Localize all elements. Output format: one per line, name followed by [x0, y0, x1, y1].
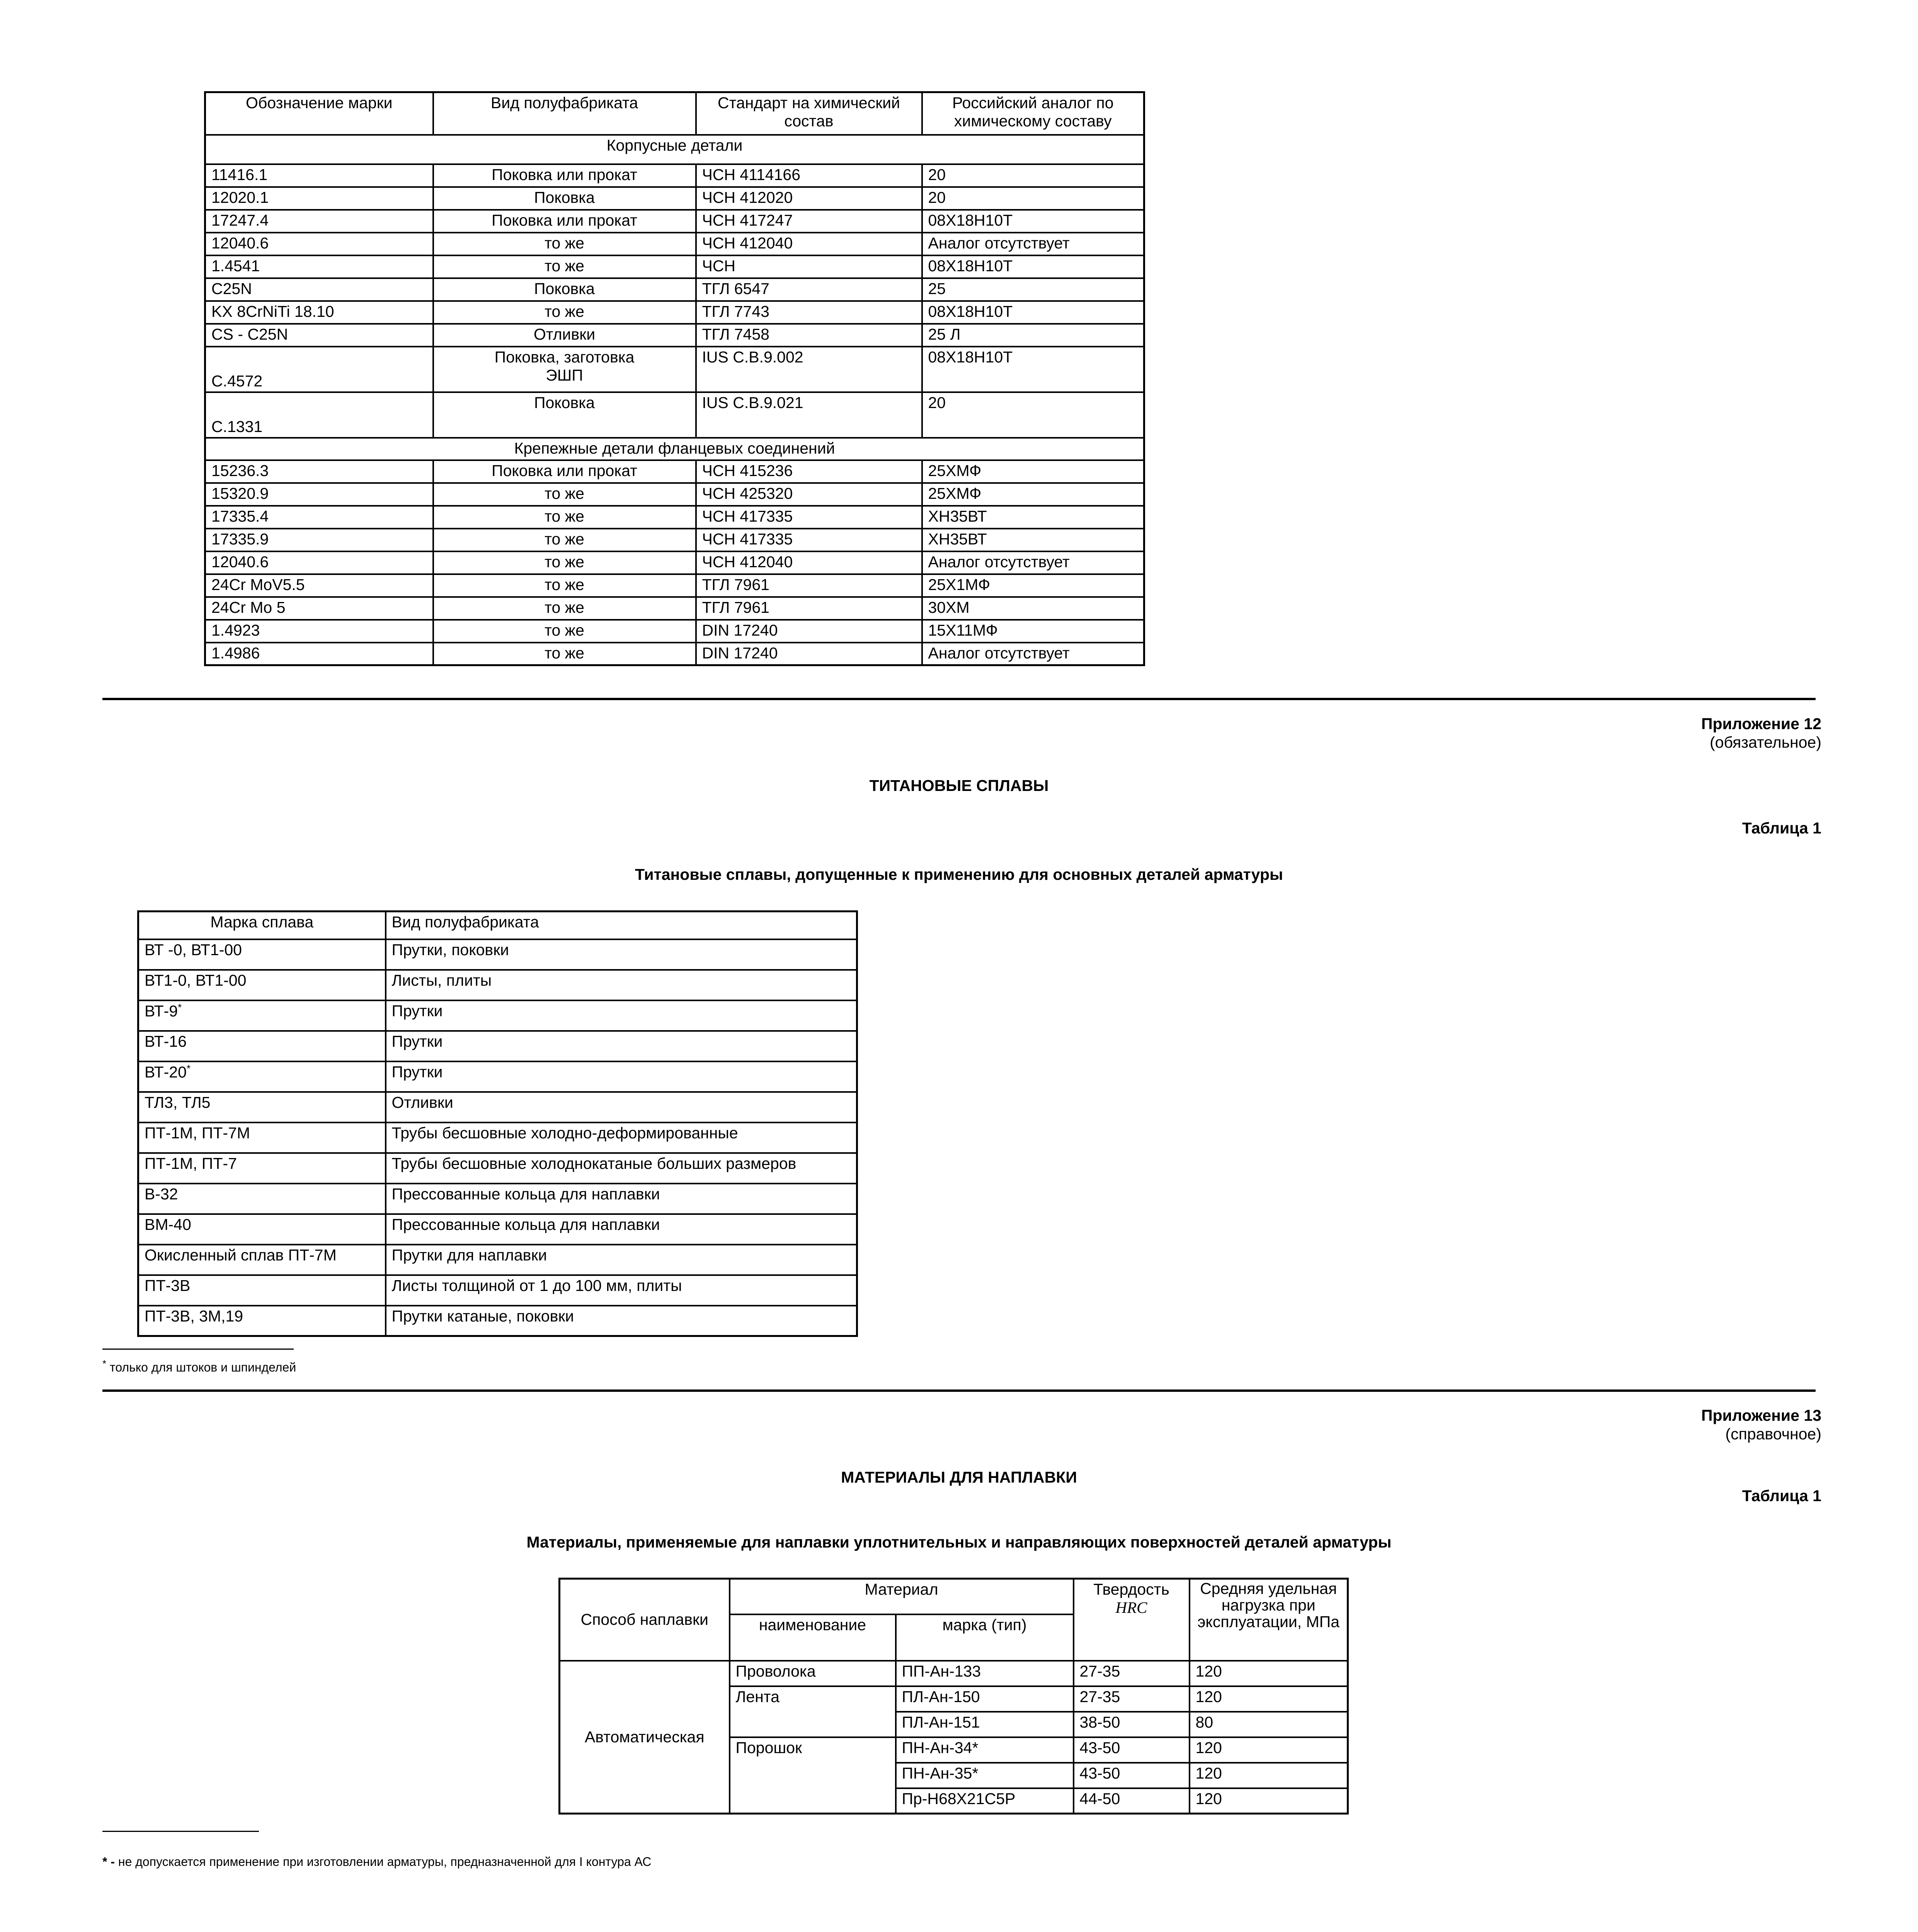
cell-mark: 17335.9	[205, 529, 433, 551]
cell-hardness: 43-50	[1074, 1737, 1190, 1763]
cell-standard: ТГЛ 7961	[696, 574, 922, 597]
table-row	[205, 551, 1144, 574]
table-row	[205, 529, 1144, 551]
table-row	[205, 620, 1144, 643]
cell-alloy	[138, 1306, 386, 1336]
cell-analog: 08Х18Н10Т	[922, 255, 1144, 278]
cell-alloy	[138, 1000, 386, 1031]
cell-analog: 20	[922, 164, 1144, 187]
cell-form: то же	[433, 255, 696, 278]
cell-standard: ЧСН 417247	[696, 210, 922, 233]
cell-mark: 12040.6	[205, 233, 433, 255]
cell-mark: 1.4986	[205, 643, 433, 665]
footnote-text: не допускается применение при изготовлении арматуры, предназначенной для I контура АС	[118, 1855, 652, 1869]
cell-load: 120	[1190, 1788, 1348, 1814]
cell-form: то же	[433, 643, 696, 665]
cell-analog: Аналог отсутствует	[922, 551, 1144, 574]
cell-analog: 25ХМФ	[922, 483, 1144, 506]
cell-form: Поковка или прокат	[433, 460, 696, 483]
cell-mark: 1.4541	[205, 255, 433, 278]
table-row	[205, 301, 1144, 324]
table-row	[138, 1122, 857, 1153]
table-row	[138, 1184, 857, 1214]
table-row	[205, 506, 1144, 529]
cell-hardness: 43-50	[1074, 1763, 1190, 1788]
cell-analog: 25	[922, 278, 1144, 301]
table-row	[138, 1153, 857, 1184]
header-standard: Стандарт на химический состав	[696, 92, 922, 135]
header-name: наименование	[730, 1614, 896, 1661]
cell-mark: C25N	[205, 278, 433, 301]
cell-hardness: 44-50	[1074, 1788, 1190, 1814]
cell-mark: CS - C25N	[205, 324, 433, 347]
alloy-name: ПТ-3В	[145, 1276, 191, 1294]
alloy-name: ВМ-40	[145, 1215, 191, 1233]
cell-analog: 25Х1МФ	[922, 574, 1144, 597]
cell-analog: 20	[922, 187, 1144, 210]
cell-analog: 08Х18Н10Т	[922, 301, 1144, 324]
table-row	[560, 1661, 1348, 1686]
table-header-row	[138, 912, 857, 939]
cell-hardness: 27-35	[1074, 1661, 1190, 1686]
cell-analog: ХН35ВТ	[922, 529, 1144, 551]
appendix12-title: Приложение 12	[1701, 715, 1821, 733]
table-row	[205, 164, 1144, 187]
cell-mark: C.1331	[205, 392, 433, 438]
cell-analog: 08Х18Н10Т	[922, 210, 1144, 233]
footnote-separator	[102, 1349, 294, 1350]
footnote-marker: *	[186, 1062, 191, 1074]
alloy-name: Окисленный сплав ПТ-7М	[145, 1246, 337, 1264]
cell-hardness: 38-50	[1074, 1712, 1190, 1737]
header-brand: марка (тип)	[896, 1614, 1074, 1661]
table-row	[205, 392, 1144, 438]
alloy-name: ПТ-1М, ПТ-7	[145, 1154, 237, 1172]
table-row	[138, 1306, 857, 1336]
divider-line	[102, 1389, 1816, 1392]
cell-form-line2: ЭШП	[546, 366, 583, 384]
header-load: Средняя удельная нагрузка при эксплуатации, МПа	[1190, 1579, 1348, 1661]
cell-form: то же	[433, 506, 696, 529]
alloy-name: В-32	[145, 1185, 178, 1203]
footnote-marker: *	[178, 1001, 182, 1013]
cell-standard: ЧСН 425320	[696, 483, 922, 506]
table-row	[138, 939, 857, 970]
cell-mark: KX 8CrNiTi 18.10	[205, 301, 433, 324]
header-mark: Обозначение марки	[205, 92, 433, 135]
cell-alloy	[138, 1275, 386, 1306]
cell-form: то же	[433, 233, 696, 255]
cell-form: Поковка или прокат	[433, 210, 696, 233]
header-hrc: HRC	[1115, 1599, 1147, 1617]
cell-alloy	[138, 1214, 386, 1245]
cell-mark: 11416.1	[205, 164, 433, 187]
table-row	[138, 1092, 857, 1122]
table-row	[205, 233, 1144, 255]
cell-standard: ТГЛ 7961	[696, 597, 922, 620]
footnote-separator	[102, 1831, 259, 1832]
cell-form: Прессованные кольца для наплавки	[386, 1214, 857, 1245]
alloy-name: ПТ-3В, 3М,19	[145, 1307, 243, 1325]
cell-form: Отливки	[433, 324, 696, 347]
section-body-parts: Корпусные детали	[205, 135, 1144, 164]
cell-form: Отливки	[386, 1092, 857, 1122]
cell-mark: 1.4923	[205, 620, 433, 643]
table-row	[205, 347, 1144, 392]
cell-analog: 15Х11МФ	[922, 620, 1144, 643]
cell-load: 80	[1190, 1712, 1348, 1737]
cell-form: Прутки, поковки	[386, 939, 857, 970]
cell-brand: Пр-Н68Х21С5Р	[896, 1788, 1074, 1814]
cell-standard: ТГЛ 7458	[696, 324, 922, 347]
cell-form: Трубы бесшовные холодно-деформированные	[386, 1122, 857, 1153]
table-row	[205, 460, 1144, 483]
cell-analog: Аналог отсутствует	[922, 233, 1144, 255]
cell-load: 120	[1190, 1763, 1348, 1788]
cell-form: Прутки катаные, поковки	[386, 1306, 857, 1336]
cell-alloy	[138, 939, 386, 970]
cell-standard: ЧСН 4114166	[696, 164, 922, 187]
appendix12-subtitle: (обязательное)	[1710, 733, 1821, 751]
cell-form: Прутки для наплавки	[386, 1245, 857, 1275]
cell-analog: 30ХМ	[922, 597, 1144, 620]
cell-form: то же	[433, 301, 696, 324]
cell-alloy	[138, 1153, 386, 1184]
table-row	[138, 970, 857, 1000]
header-method: Способ наплавки	[560, 1579, 730, 1661]
cell-form: Поковка	[433, 392, 696, 438]
cell-method: Автоматическая	[560, 1661, 730, 1814]
cell-alloy	[138, 1061, 386, 1092]
cell-mark: C.4572	[205, 347, 433, 392]
cell-standard: ЧСН 412040	[696, 551, 922, 574]
cell-standard: ЧСН 412040	[696, 233, 922, 255]
cell-form: Листы толщиной от 1 до 100 мм, плиты	[386, 1275, 857, 1306]
cell-mark: 17335.4	[205, 506, 433, 529]
footnote-star: *	[102, 1358, 107, 1369]
cell-form: Трубы бесшовные холоднокатаные больших размеров	[386, 1153, 857, 1184]
alloy-name: ВТ-20	[145, 1063, 187, 1081]
header-material: Материал	[730, 1579, 1074, 1614]
section-row	[205, 438, 1144, 460]
header-hardness	[1074, 1579, 1190, 1661]
cell-group: Лента	[730, 1686, 896, 1737]
cell-brand: ПН-Ан-34*	[896, 1737, 1074, 1763]
cell-standard: ЧСН 417335	[696, 529, 922, 551]
cell-mark: 17247.4	[205, 210, 433, 233]
cell-form	[433, 347, 696, 392]
appendix12-heading: ТИТАНОВЫЕ СПЛАВЫ	[869, 777, 1049, 794]
appendix13-table-title: Материалы, применяемые для наплавки уплотнительных и направляющих поверхностей деталей арматуры	[526, 1533, 1392, 1551]
alloy-name: ТЛ3, ТЛ5	[145, 1093, 211, 1111]
cell-standard: IUS C.B.9.002	[696, 347, 922, 392]
cell-standard: ЧСН 415236	[696, 460, 922, 483]
cell-form: Поковка	[433, 187, 696, 210]
header-form: Вид полуфабриката	[433, 92, 696, 135]
cell-alloy	[138, 1184, 386, 1214]
table-row	[205, 643, 1144, 665]
appendix13-table-label: Таблица 1	[1742, 1487, 1821, 1505]
cell-form: то же	[433, 574, 696, 597]
section-fasteners: Крепежные детали фланцевых соединений	[205, 438, 1144, 460]
cell-alloy	[138, 1122, 386, 1153]
titanium-table	[137, 910, 858, 1337]
cell-mark: 12040.6	[205, 551, 433, 574]
appendix12-table-title: Титановые сплавы, допущенные к применению для основных деталей арматуры	[635, 866, 1283, 883]
cell-standard: ЧСН	[696, 255, 922, 278]
cell-form: то же	[433, 483, 696, 506]
cell-mark: 15236.3	[205, 460, 433, 483]
cell-brand: ПП-Ан-133	[896, 1661, 1074, 1686]
cell-standard: IUS C.B.9.021	[696, 392, 922, 438]
table-row	[138, 1275, 857, 1306]
table-row	[205, 278, 1144, 301]
cell-standard: ЧСН 417335	[696, 506, 922, 529]
cell-hardness: 27-35	[1074, 1686, 1190, 1712]
cell-form-line1: Поковка, заготовка	[494, 348, 635, 366]
table-row	[205, 255, 1144, 278]
cell-mark: 24Cr Mo 5	[205, 597, 433, 620]
cell-analog: ХН35ВТ	[922, 506, 1144, 529]
cell-mark: 15320.9	[205, 483, 433, 506]
alloy-name: ВТ-9	[145, 1002, 178, 1020]
cell-analog: 25ХМФ	[922, 460, 1144, 483]
table-row	[205, 210, 1144, 233]
table-row	[138, 1214, 857, 1245]
cell-mark: 12020.1	[205, 187, 433, 210]
appendix12-table-label: Таблица 1	[1742, 819, 1821, 837]
alloy-name: ПТ-1М, ПТ-7М	[145, 1124, 250, 1142]
appendix13-subtitle: (справочное)	[1725, 1425, 1821, 1443]
footnote-text: только для штоков и шпинделей	[110, 1360, 296, 1374]
table-header-row	[560, 1579, 1348, 1614]
cell-alloy	[138, 1092, 386, 1122]
cell-standard: ТГЛ 7743	[696, 301, 922, 324]
cell-mark: 24Cr MoV5.5	[205, 574, 433, 597]
table-row	[205, 574, 1144, 597]
cell-alloy	[138, 1245, 386, 1275]
table-header-row	[205, 92, 1144, 135]
cell-standard: ЧСН 412020	[696, 187, 922, 210]
cell-load: 120	[1190, 1661, 1348, 1686]
cell-analog: 25 Л	[922, 324, 1144, 347]
cell-form: Поковка или прокат	[433, 164, 696, 187]
cell-form: Прутки	[386, 1061, 857, 1092]
cell-brand: ПН-Ан-35*	[896, 1763, 1074, 1788]
cell-brand: ПЛ-Ан-151	[896, 1712, 1074, 1737]
cell-standard: ТГЛ 6547	[696, 278, 922, 301]
cell-form: то же	[433, 597, 696, 620]
header-alloy: Марка сплава	[138, 912, 386, 939]
cell-form: то же	[433, 529, 696, 551]
cell-form: Поковка	[433, 278, 696, 301]
cell-form: Листы, плиты	[386, 970, 857, 1000]
cell-form: Прессованные кольца для наплавки	[386, 1184, 857, 1214]
appendix13-footnote	[102, 1855, 651, 1869]
steels-table	[204, 91, 1145, 666]
appendix12-footnote	[102, 1358, 296, 1374]
header-form: Вид полуфабриката	[386, 912, 857, 939]
hardfacing-table	[558, 1578, 1349, 1815]
cell-alloy	[138, 1031, 386, 1061]
table-row	[205, 324, 1144, 347]
cell-load: 120	[1190, 1737, 1348, 1763]
cell-form: то же	[433, 551, 696, 574]
alloy-name: ВТ -0, ВТ1-00	[145, 940, 242, 959]
cell-analog: 20	[922, 392, 1144, 438]
cell-load: 120	[1190, 1686, 1348, 1712]
table-row	[138, 1000, 857, 1031]
cell-analog: 08Х18Н10Т	[922, 347, 1144, 392]
table-row	[205, 187, 1144, 210]
header-hardness-label: Твердость	[1093, 1580, 1169, 1598]
table-row	[138, 1245, 857, 1275]
cell-group: Порошок	[730, 1737, 896, 1814]
cell-form: Прутки	[386, 1031, 857, 1061]
divider-line	[102, 698, 1816, 700]
cell-alloy	[138, 970, 386, 1000]
footnote-star: * -	[102, 1855, 115, 1869]
cell-standard: DIN 17240	[696, 620, 922, 643]
table-row	[205, 483, 1144, 506]
table-row	[138, 1031, 857, 1061]
cell-group: Проволока	[730, 1661, 896, 1686]
cell-form: Прутки	[386, 1000, 857, 1031]
table-row	[138, 1061, 857, 1092]
cell-brand: ПЛ-Ан-150	[896, 1686, 1074, 1712]
header-analog: Российский аналог по химическому составу	[922, 92, 1144, 135]
cell-analog: Аналог отсутствует	[922, 643, 1144, 665]
alloy-name: ВТ1-0, ВТ1-00	[145, 971, 247, 989]
cell-form: то же	[433, 620, 696, 643]
alloy-name: ВТ-16	[145, 1032, 187, 1050]
appendix13-heading: МАТЕРИАЛЫ ДЛЯ НАПЛАВКИ	[841, 1468, 1077, 1486]
cell-standard: DIN 17240	[696, 643, 922, 665]
section-row	[205, 135, 1144, 164]
table-row	[205, 597, 1144, 620]
appendix13-title: Приложение 13	[1701, 1406, 1821, 1424]
